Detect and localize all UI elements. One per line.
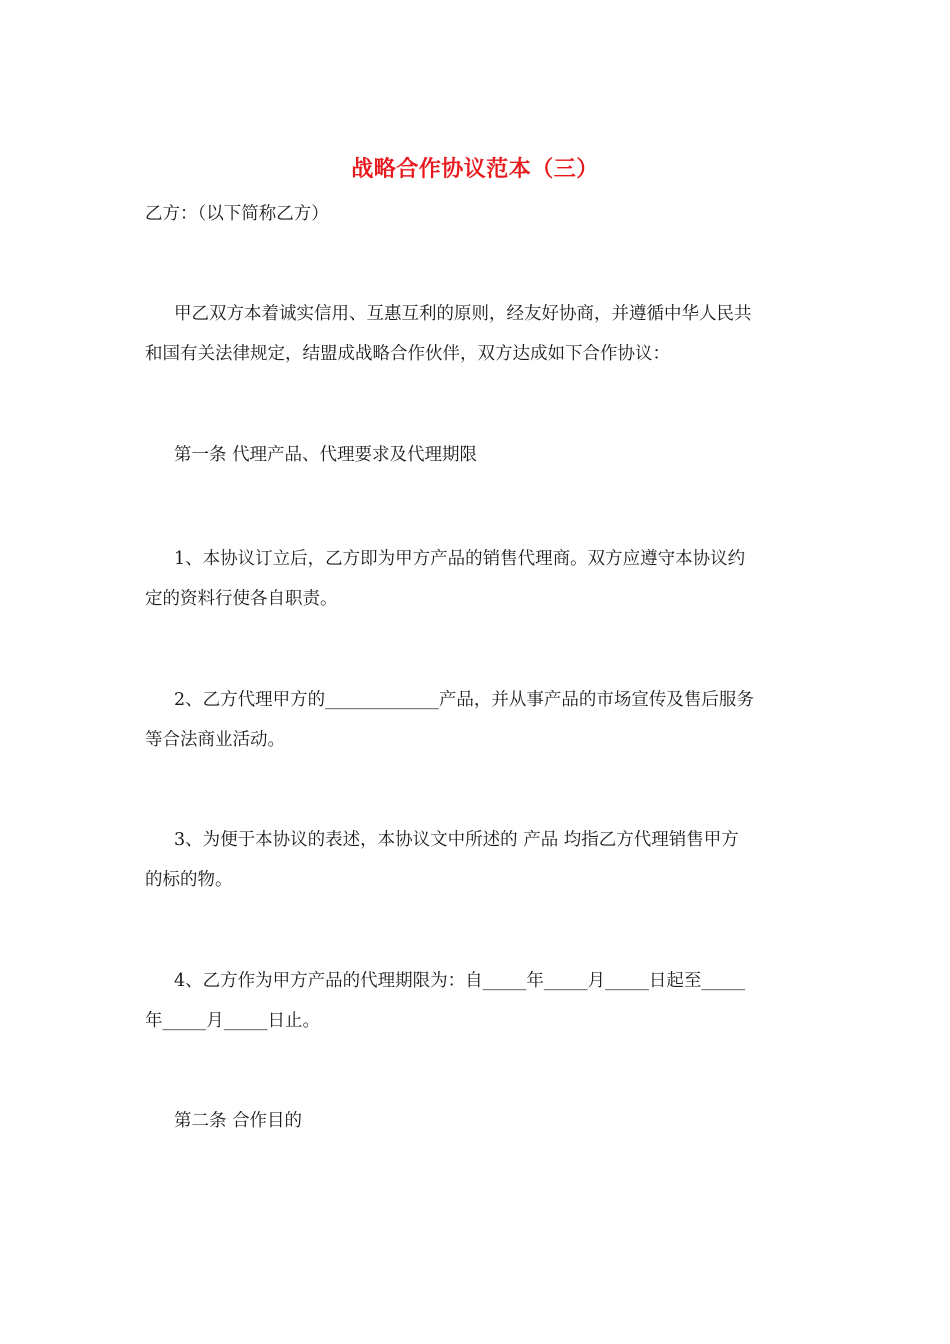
clause-3-line-1: 3、为便于本协议的表述，本协议文中所述的 产品 均指乙方代理销售甲方 bbox=[174, 830, 739, 850]
document-title: 战略合作协议范本（三） bbox=[351, 156, 599, 182]
intro-paragraph-line-1: 甲乙双方本着诚实信用、互惠互利的原则，经友好协商，并遵循中华人民共 bbox=[174, 304, 752, 324]
article-2-heading: 第二条 合作目的 bbox=[174, 1111, 303, 1131]
clause-3-line-2: 的标的物。 bbox=[145, 870, 233, 890]
clause-2-line-2: 等合法商业活动。 bbox=[145, 730, 285, 750]
clause-2-line-1: 2、乙方代理甲方的_____________产品，并从事产品的市场宣传及售后服务 bbox=[174, 690, 754, 710]
clause-1-line-1: 1、本协议订立后，乙方即为甲方产品的销售代理商。双方应遵守本协议约 bbox=[174, 549, 746, 569]
clause-4-line-2: 年_____月_____日止。 bbox=[145, 1011, 320, 1031]
article-1-heading: 第一条 代理产品、代理要求及代理期限 bbox=[174, 445, 478, 465]
intro-paragraph-line-2: 和国有关法律规定，结盟成战略合作伙伴，双方达成如下合作协议： bbox=[145, 344, 670, 364]
clause-1-line-2: 定的资料行使各自职责。 bbox=[145, 589, 338, 609]
clause-4-line-1: 4、乙方作为甲方产品的代理期限为：自_____年_____月_____日起至_____ bbox=[174, 971, 746, 991]
party-b-line: 乙方：（以下简称乙方） bbox=[145, 204, 329, 224]
